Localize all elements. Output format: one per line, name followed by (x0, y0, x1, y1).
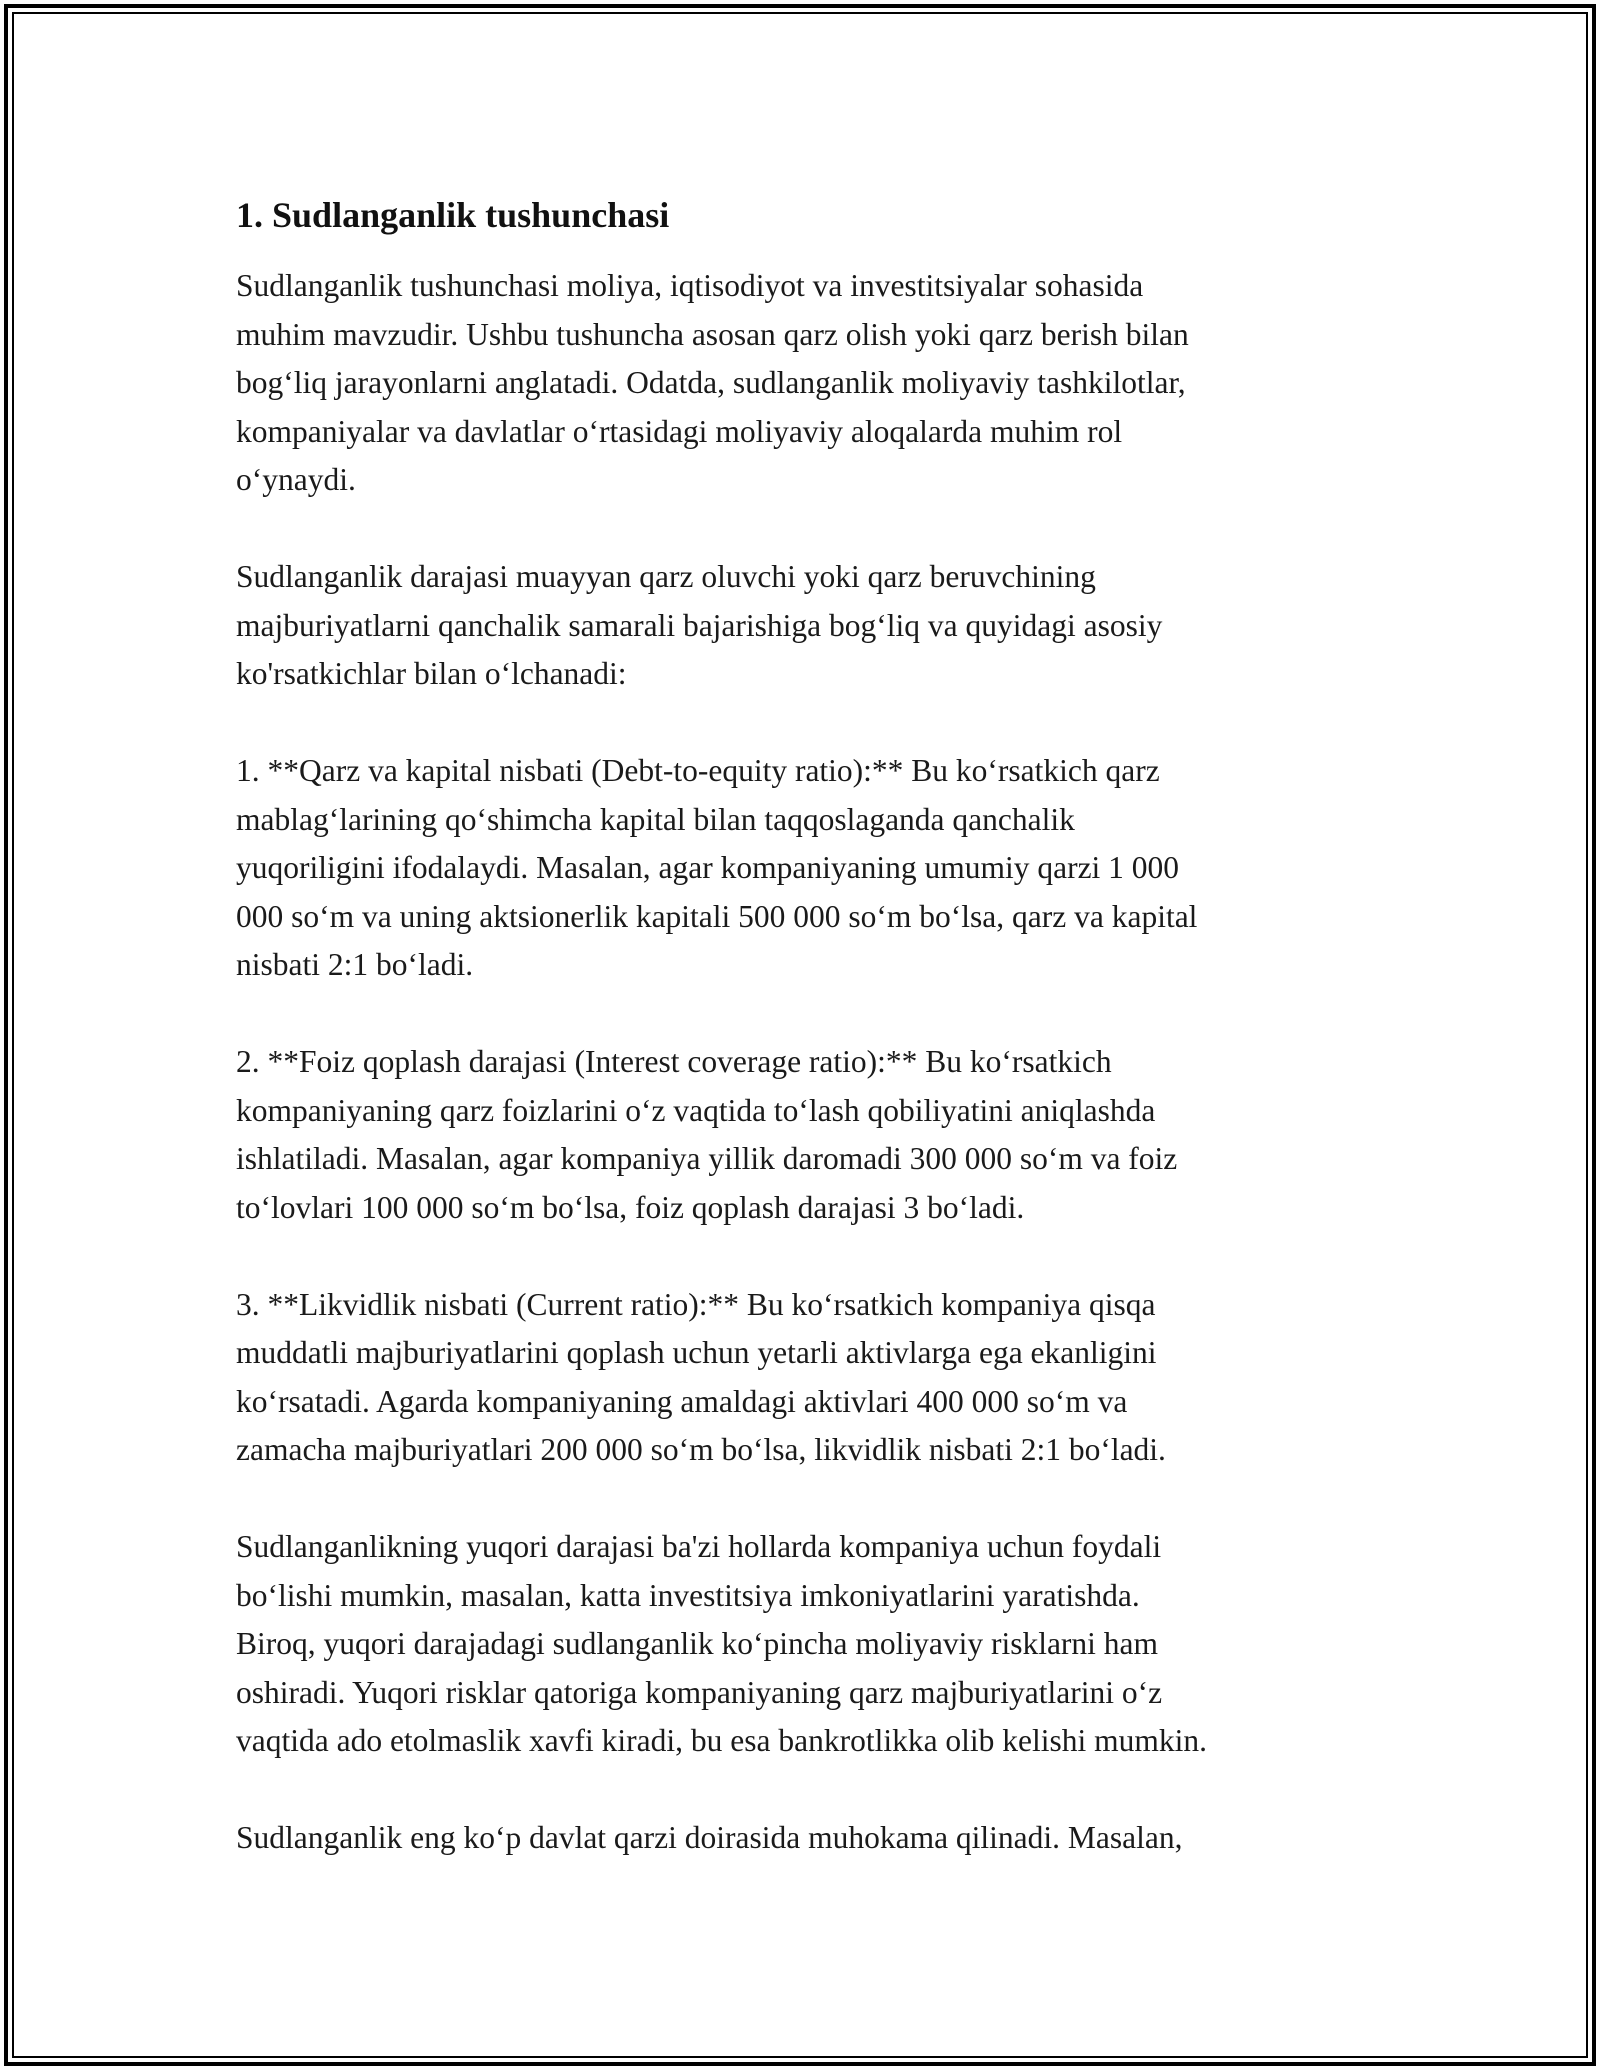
paragraph-intro: Sudlanganlik tushunchasi moliya, iqtisodiyot va investitsiyalar sohasida muhim mavzudir. Ushbu tushuncha asosan qarz olish yoki qarz berish bilan bog‘liq jarayonlarni anglatadi. Odatda, sudlanganlik moliyaviy tashkilotlar, kompaniyalar va davlatlar o‘rtasidagi moliyaviy aloqalarda muhim rol o‘ynaydi. (236, 268, 1189, 497)
paragraph-high-leverage: Sudlanganlikning yuqori darajasi ba'zi hollarda kompaniya uchun foydali bo‘lishi mumkin, masalan, katta investitsiya imkoniyatlarini yaratishda. Biroq, yuqori darajadagi sudlanganlik ko‘pincha moliyaviy risklarni ham oshiradi. Yuqori risklar qatoriga kompaniyaning qarz majburiyatlarini o‘z vaqtida ado etolmaslik xavfi kiradi, bu esa bankrotlikka olib kelishi mumkin. (236, 1529, 1208, 1758)
paragraph-interest-coverage: 2. **Foiz qoplash darajasi (Interest coverage ratio):** Bu ko‘rsatkich kompaniyaning qarz foizlarini o‘z vaqtida to‘lash qobiliyatini aniqlashda ishlatiladi. Masalan, agar kompaniya yillik daromadi 300 000 so‘m va foiz to‘lovlari 100 000 so‘m bo‘lsa, foiz qoplash darajasi 3 bo‘ladi. (236, 1044, 1178, 1225)
paragraph-current-ratio: 3. **Likvidlik nisbati (Current ratio):** Bu ko‘rsatkich kompaniya qisqa muddatli majburiyatlarini qoplash uchun yetarli aktivlarga ega ekanligini ko‘rsatadi. Agarda kompaniyaning amaldagi aktivlari 400 000 so‘m va zamacha majburiyatlari 200 000 so‘m bo‘lsa, likvidlik nisbati 2:1 bo‘ladi. (236, 1286, 1166, 1467)
paragraph-debt-to-equity: 1. **Qarz va kapital nisbati (Debt-to-equity ratio):** Bu ko‘rsatkich qarz mablag‘larining qo‘shimcha kapital bilan taqqoslaganda qanchalik yuqoriligini ifodalaydi. Masalan, agar kompaniyaning umumiy qarzi 1 000 000 so‘m va uning aktsionerlik kapitali 500 000 so‘m bo‘lsa, qarz va kapital nisbati 2:1 bo‘ladi. (236, 753, 1198, 982)
paragraph-state-debt: Sudlanganlik eng ko‘p davlat qarzi doirasida muhokama qilinadi. Masalan, (236, 1820, 1183, 1855)
document-body (236, 188, 1396, 1911)
paragraph-level-measures: Sudlanganlik darajasi muayyan qarz oluvchi yoki qarz beruvchining majburiyatlarni qanchalik samarali bajarishiga bog‘liq va quyidagi asosiy ko'rsatkichlar bilan o‘lchanadi: (236, 559, 1163, 691)
document-title: 1. Sudlanganlik tushunchasi (236, 195, 670, 235)
